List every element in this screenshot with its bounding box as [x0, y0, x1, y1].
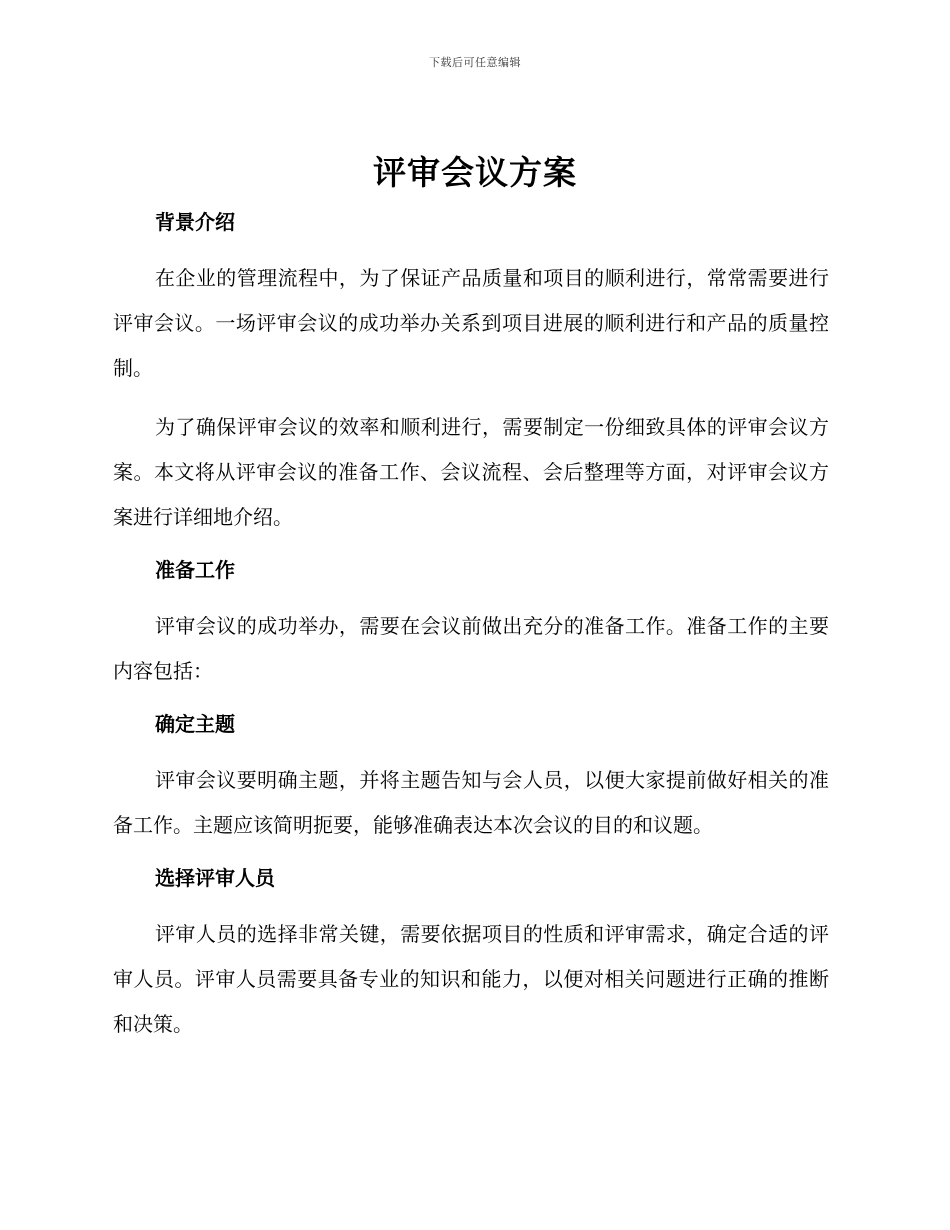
section-heading-preparation: 准备工作 — [155, 558, 235, 582]
section-heading-background: 背景介绍 — [155, 210, 235, 234]
paragraph: 为了确保评审会议的效率和顺利进行，需要制定一份细致具体的评审会议方案。本文将从评审会议的准备工作、会议流程、会后整理等方面，对评审会议方案进行详细地介绍。 — [113, 415, 829, 529]
header-note: 下载后可任意编辑 — [429, 56, 521, 69]
document-body — [113, 204, 829, 1047]
section-heading-topic: 确定主题 — [155, 712, 235, 736]
paragraph: 评审人员的选择非常关键，需要依据项目的性质和评审需求，确定合适的评审人员。评审人员需要具备专业的知识和能力，以便对相关问题进行正确的推断和决策。 — [113, 922, 829, 1036]
page-title: 评审会议方案 — [373, 153, 577, 192]
section-heading-reviewers: 选择评审人员 — [155, 866, 275, 890]
paragraph: 评审会议的成功举办，需要在会议前做出充分的准备工作。准备工作的主要内容包括： — [113, 614, 829, 683]
paragraph: 在企业的管理流程中，为了保证产品质量和项目的顺利进行，常常需要进行评审会议。一场评审会议的成功举办关系到项目进展的顺利进行和产品的质量控制。 — [113, 266, 829, 380]
paragraph: 评审会议要明确主题，并将主题告知与会人员，以便大家提前做好相关的准备工作。主题应该简明扼要，能够准确表达本次会议的目的和议题。 — [113, 768, 829, 837]
